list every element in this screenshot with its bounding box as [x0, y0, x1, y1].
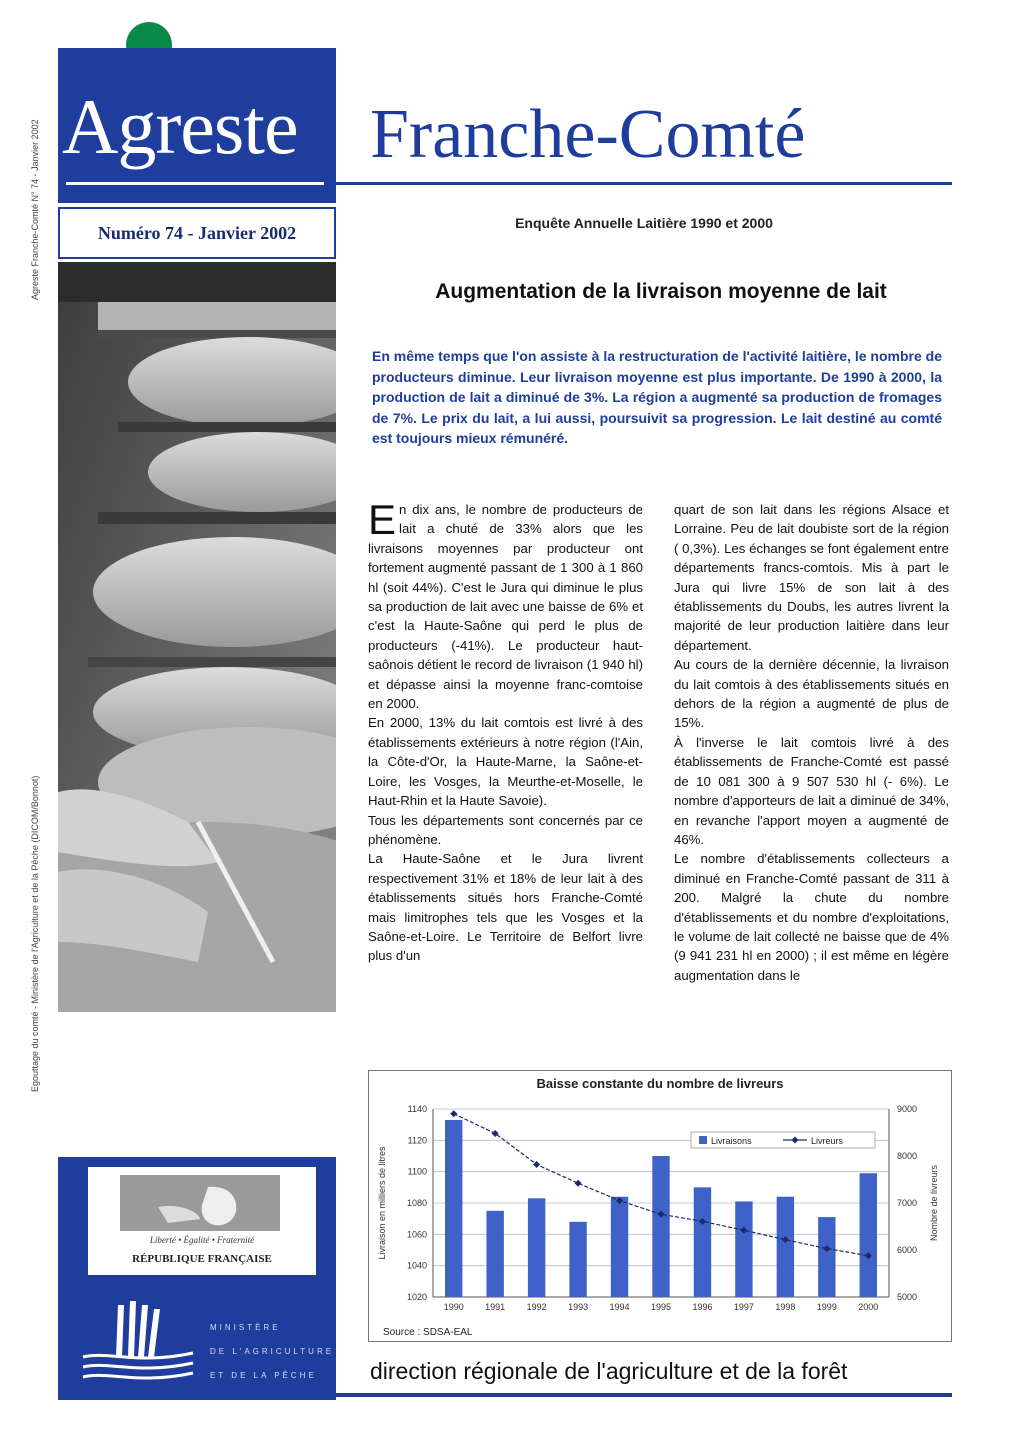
wheat-icon	[78, 1295, 198, 1385]
y-right-tick-label: 8000	[897, 1151, 918, 1161]
article-headline: Augmentation de la livraison moyenne de lait	[435, 280, 887, 303]
y-tick-label: 1020	[406, 1292, 427, 1302]
agreste-logo: Agreste	[62, 83, 298, 170]
article-column-right	[674, 500, 949, 985]
bar	[611, 1197, 628, 1297]
ministry-name	[210, 1316, 334, 1388]
x-tick-label: 1997	[733, 1302, 754, 1312]
bar	[735, 1201, 752, 1297]
x-tick-label: 1999	[816, 1302, 837, 1312]
article-paragraph: En 2000, 13% du lait comtois est livré à des établissements extérieurs à notre région (l'Ain, la Côte-d'Or, la Haute-Marne, la Saône-et-Loire, les Vosges, la Meurthe-et-Moselle, le Haut-Rhin et la Haute Savoie).	[368, 715, 643, 809]
paragraph-text: n dix ans, le nombre de producteurs de lait a chuté de 33% alors que les livraisons moyennes par producteur ont fortement augmenté passant de 1 300 à 1 860 hl (soit 44%). C'est le Jura qui diminue le plus sa production de lait avec une baisse de 6% et c'est la Haute-Saône qui perd le plus de producteurs (-41%). Le producteur haut-saônois détient le record de livraison (1 940 hl) et dépasse ainsi la moyenne franc-comtoise en 2000.	[368, 502, 643, 712]
region-title: Franche-Comté	[370, 96, 806, 173]
legend-label-livreurs: Livreurs	[811, 1136, 844, 1146]
cheese-photo-illustration	[58, 262, 336, 1012]
republique-name: RÉPUBLIQUE FRANÇAISE	[132, 1253, 272, 1265]
article-paragraph: Tous les départements sont concernés par ce phénomène.	[368, 812, 643, 847]
logo-underline	[66, 182, 324, 185]
livreurs-chart	[369, 1071, 951, 1341]
x-tick-label: 1995	[650, 1302, 672, 1312]
livreurs-point	[450, 1110, 457, 1117]
chart-source: Source : SDSA-EAL	[383, 1327, 473, 1338]
issue-number: Numéro 74 - Janvier 2002	[97, 222, 297, 243]
ministry-line-2: DE L'AGRICULTURE	[210, 1347, 335, 1356]
article-paragraph: Le nombre d'établissements collecteurs a diminué en Franche-Comté passant de 311 à 200. Malgré la chute du nombre d'établissements et du nombre d'exploitations, le volume de lait collecté ne baisse que de 4% (9 941 231 hl en 2000) ; il est même en légère augmentation dans le	[674, 851, 949, 983]
y-right-tick-label: 5000	[897, 1292, 918, 1302]
bar	[569, 1222, 586, 1297]
margin-note-top: Agreste Franche-Comté N° 74 - Janvier 2002	[30, 119, 40, 300]
article-paragraph: quart de son lait dans les régions Alsace et Lorraine. Peu de lait doubiste sort de la région ( 0,3%). Les échanges se font également entre départements francs-comtois. Mis à part le Jura qui livre 15% de son lait à des établissements du Doubs, les autres livrent la majorité de leur production laitière dans leur département.	[674, 502, 949, 653]
ministry-line-3: ET DE LA PÊCHE	[210, 1371, 317, 1380]
y-tick-label: 1060	[406, 1229, 427, 1240]
bar	[860, 1173, 877, 1297]
article-column-left	[368, 496, 643, 966]
x-tick-label: 1994	[609, 1302, 630, 1312]
bar	[528, 1198, 545, 1297]
title-rule	[336, 182, 952, 185]
ministry-line-1: MINISTÈRE	[210, 1323, 281, 1332]
y-tick-label: 1080	[406, 1198, 427, 1208]
x-tick-label: 1991	[485, 1302, 506, 1312]
bar	[694, 1187, 711, 1297]
article-paragraph: Au cours de la dernière décennie, la livraison du lait comtois à des établissements situés en dehors de la région a augmenté de plus de 15%.	[674, 657, 949, 731]
legend-label-livraisons: Livraisons	[711, 1136, 752, 1146]
margin-note-photo-credit: Egouttage du comté - Ministère de l'Agriculture et de la Pêche (DICOM/Bonnot)	[30, 775, 40, 1092]
y-tick-label: 1140	[407, 1104, 427, 1114]
cheese-photo	[58, 262, 336, 1012]
footer-direction: direction régionale de l'agriculture et de la forêt	[370, 1358, 848, 1384]
footer-rule	[336, 1393, 952, 1397]
livreurs-point	[575, 1180, 582, 1187]
y-right-axis-label: Nombre de livreurs	[929, 1164, 939, 1242]
bar	[486, 1211, 503, 1297]
survey-title: Enquête Annuelle Laitière 1990 et 2000	[515, 215, 773, 231]
chart-frame	[368, 1070, 952, 1342]
x-tick-label: 1998	[775, 1302, 796, 1312]
bar	[818, 1217, 835, 1297]
y-tick-label: 1040	[406, 1260, 427, 1271]
republique-francaise-logo	[88, 1167, 316, 1275]
bar	[652, 1156, 669, 1297]
y-tick-label: 1100	[407, 1166, 427, 1177]
bar	[445, 1120, 462, 1297]
x-tick-label: 1993	[568, 1302, 589, 1312]
issue-number-box	[58, 207, 336, 259]
ministry-wheat-logo	[78, 1295, 198, 1385]
livreurs-point	[533, 1161, 540, 1168]
article-lead: En même temps que l'on assiste à la restructuration de l'activité laitière, le nombre de producteurs diminue. Leur livraison moyenne est plus importante. De 1990 à 2000, la production de lait a diminué de 3%. La région a augmenté sa production de fromages de 7%. Le prix du lait, a lui aussi, poursuivit sa progression. Le lait destiné au comté est toujours mieux rémunéré.	[372, 348, 942, 446]
y-axis-label: Livraison en milliers de litres	[377, 1146, 387, 1260]
y-right-tick-label: 7000	[897, 1198, 918, 1208]
article-paragraph	[368, 496, 643, 713]
x-tick-label: 1996	[692, 1302, 713, 1312]
chart-title: Baisse constante du nombre de livreurs	[536, 1076, 784, 1091]
x-tick-label: 2000	[858, 1302, 879, 1312]
y-tick-label: 1120	[407, 1135, 427, 1146]
x-tick-label: 1990	[443, 1302, 464, 1312]
y-right-tick-label: 6000	[897, 1245, 918, 1255]
article-paragraph: À l'inverse le lait comtois livré à des établissements de Franche-Comté est passé de 10 081 300 à 9 507 530 hl (- 6%). Le nombre d'apporteurs de lait a diminué de 34%, en revanche l'apport moyen a augmenté de 46%.	[674, 734, 949, 847]
x-tick-label: 1992	[526, 1302, 547, 1312]
drop-cap: E	[368, 496, 397, 543]
article-paragraph: La Haute-Saône et le Jura livrent respectivement 31% et 18% de leur lait à des établissements situés hors Franche-Comté mais limitrophes tels que les Vosges et la Saône-et-Loire. Le Territoire de Belfort livre plus d'un	[368, 851, 643, 964]
bar	[777, 1197, 794, 1297]
y-right-tick-label: 9000	[897, 1104, 918, 1114]
republique-motto: Liberté • Égalité • Fraternité	[149, 1235, 255, 1245]
legend-swatch-livraisons	[699, 1136, 707, 1144]
